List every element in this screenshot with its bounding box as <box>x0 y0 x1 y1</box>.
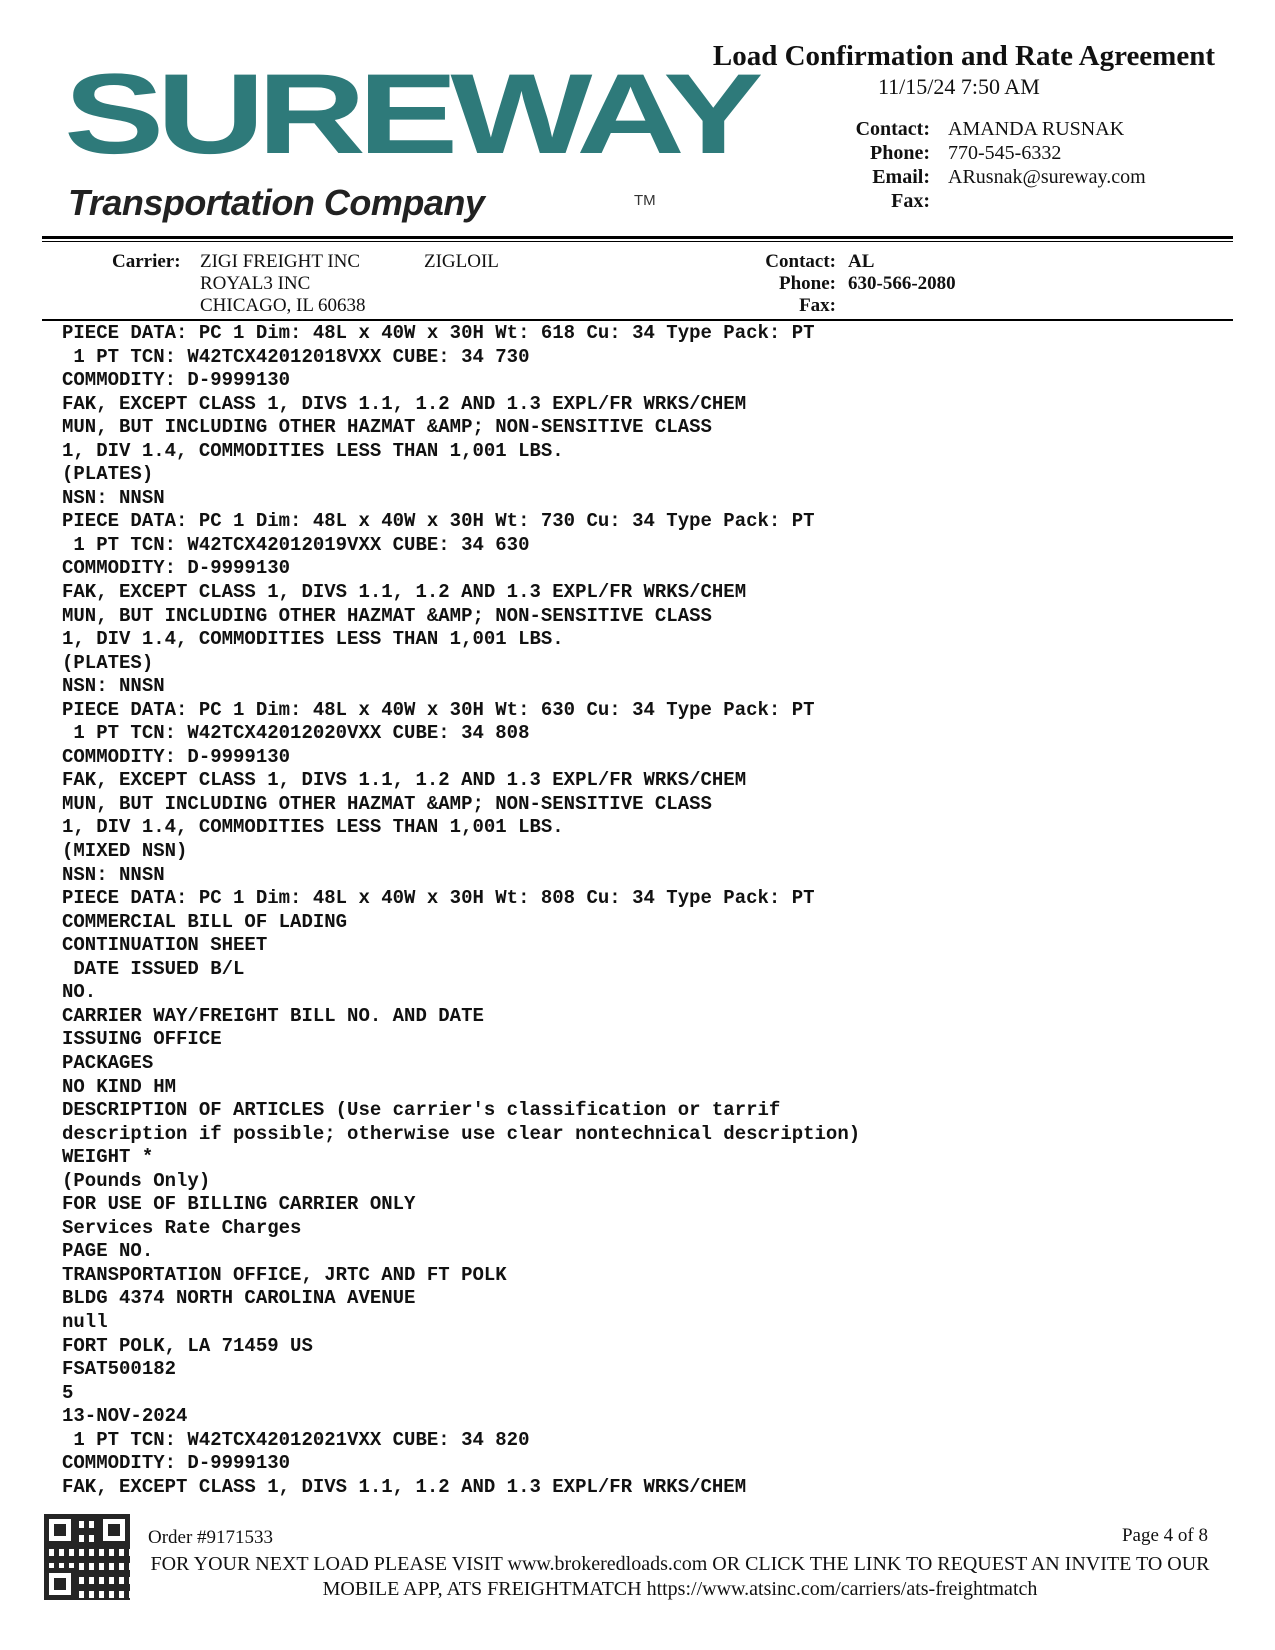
carrier-contact-block <box>738 251 956 317</box>
contact-email[interactable]: ARusnak@sureway.com <box>948 166 1146 188</box>
contact-name: AMANDA RUSNAK <box>948 118 1125 140</box>
contact-label: Contact: <box>855 118 930 140</box>
fax-label: Fax: <box>891 190 930 212</box>
logo-subtitle: Transportation Company <box>68 182 485 223</box>
document-datetime: 11/15/24 7:50 AM <box>878 74 1040 99</box>
piece-data-text: PIECE DATA: PC 1 Dim: 48L x 40W x 30H Wt: 618 Cu: 34 Type Pack: PT 1 PT TCN: W42TCX42012018VXX CUBE: 34 730 COMMODITY: D-9999130 FAK, EXCEPT CLASS 1, DIVS 1.1, 1.2 AND 1.3 EXPL/FR WRKS/CHEM MUN, BUT INCLUDING OTHER HAZMAT &AMP; NON-SENSITIVE CLASS 1, DIV 1.4, COMMODITIES LESS THAN 1,001 LBS. (PLATES) NSN: NNSN PIECE DATA: PC 1 Dim: 48L x 40W x 30H Wt: 730 Cu: 34 Type Pack: PT 1 PT TCN: W42TCX42012019VXX CUBE: 34 630 COMMODITY: D-9999130 FAK, EXCEPT CLASS 1, DIVS 1.1, 1.2 AND 1.3 EXPL/FR WRKS/CHEM MUN, BUT INCLUDING OTHER HAZMAT &AMP; NON-SENSITIVE CLASS 1, DIV 1.4, COMMODITIES LESS THAN 1,001 LBS. (PLATES) NSN: NNSN PIECE DATA: PC 1 Dim: 48L x 40W x 30H Wt: 630 Cu: 34 Type Pack: PT 1 PT TCN: W42TCX42012020VXX CUBE: 34 808 COMMODITY: D-9999130 FAK, EXCEPT CLASS 1, DIVS 1.1, 1.2 AND 1.3 EXPL/FR WRKS/CHEM MUN, BUT INCLUDING OTHER HAZMAT &AMP; NON-SENSITIVE CLASS 1, DIV 1.4, COMMODITIES LESS THAN 1,001 LBS. (MIXED NSN) NSN: NNSN PIECE DATA: PC 1 Dim: 48L x 40W x 30H Wt: 808 Cu: 34 Type Pack: PT COMMERCIAL BILL OF LADING CONTINUATION SHEET DATE ISSUED B/L NO. CARRIER WAY/FREIGHT BILL NO. AND DATE ISSUING OFFICE PACKAGES NO KIND HM DESCRIPTION OF ARTICLES (Use carrier's classification or tarrif description if possible; otherwise use clear nontechnical description) WEIGHT * (Pounds Only) FOR USE OF BILLING CARRIER ONLY Services Rate Charges PAGE NO. TRANSPORTATION OFFICE, JRTC AND FT POLK BLDG 4374 NORTH CAROLINA AVENUE null FORT POLK, LA 71459 US FSAT500182 5 13-NOV-2024 1 PT TCN: W42TCX42012021VXX CUBE: 34 820 COMMODITY: D-9999130 FAK, EXCEPT CLASS 1, DIVS 1.1, 1.2 AND 1.3 EXPL/FR WRKS/CHEM <box>62 322 861 1498</box>
page-number: Page 4 of 8 <box>1121 1525 1208 1546</box>
qr-code-icon[interactable] <box>44 1514 130 1600</box>
sureway-logo <box>42 34 756 234</box>
carrier-phone: 630-566-2080 <box>848 273 956 294</box>
carrier-fax-label: Fax: <box>799 295 836 316</box>
logo-trademark: TM <box>634 192 656 209</box>
document-title: Load Confirmation and Rate Agreement <box>712 40 1215 72</box>
carrier-alt-name: ZIGLOIL <box>424 251 499 272</box>
header-divider <box>42 236 1233 239</box>
phone-label: Phone: <box>870 142 930 164</box>
contact-phone: 770-545-6332 <box>948 142 1062 164</box>
carrier-contact-label: Contact: <box>765 251 836 272</box>
email-label: Email: <box>872 166 930 188</box>
carrier-city: CHICAGO, IL 60638 <box>200 295 366 316</box>
carrier-name: ZIGI FREIGHT INC <box>200 251 361 272</box>
carrier-contact-name: AL <box>848 251 875 272</box>
carrier-line2: ROYAL3 INC <box>200 273 311 294</box>
logo-wordmark: SUREWAY <box>64 51 756 178</box>
footer-message: FOR YOUR NEXT LOAD PLEASE VISIT www.brokeredloads.com OR CLICK THE LINK TO REQUEST AN INVITE TO OUR MOBILE APP, ATS FREIGHTMATCH https://www.atsinc.com/carriers/ats-freightmatch <box>150 1553 1210 1600</box>
order-number: Order #9171533 <box>148 1527 274 1548</box>
broker-contact-block <box>846 117 1146 213</box>
carrier-divider <box>42 319 1233 321</box>
header-divider-thin <box>42 241 1233 242</box>
carrier-label: Carrier: <box>112 251 181 272</box>
carrier-phone-label: Phone: <box>779 273 836 294</box>
